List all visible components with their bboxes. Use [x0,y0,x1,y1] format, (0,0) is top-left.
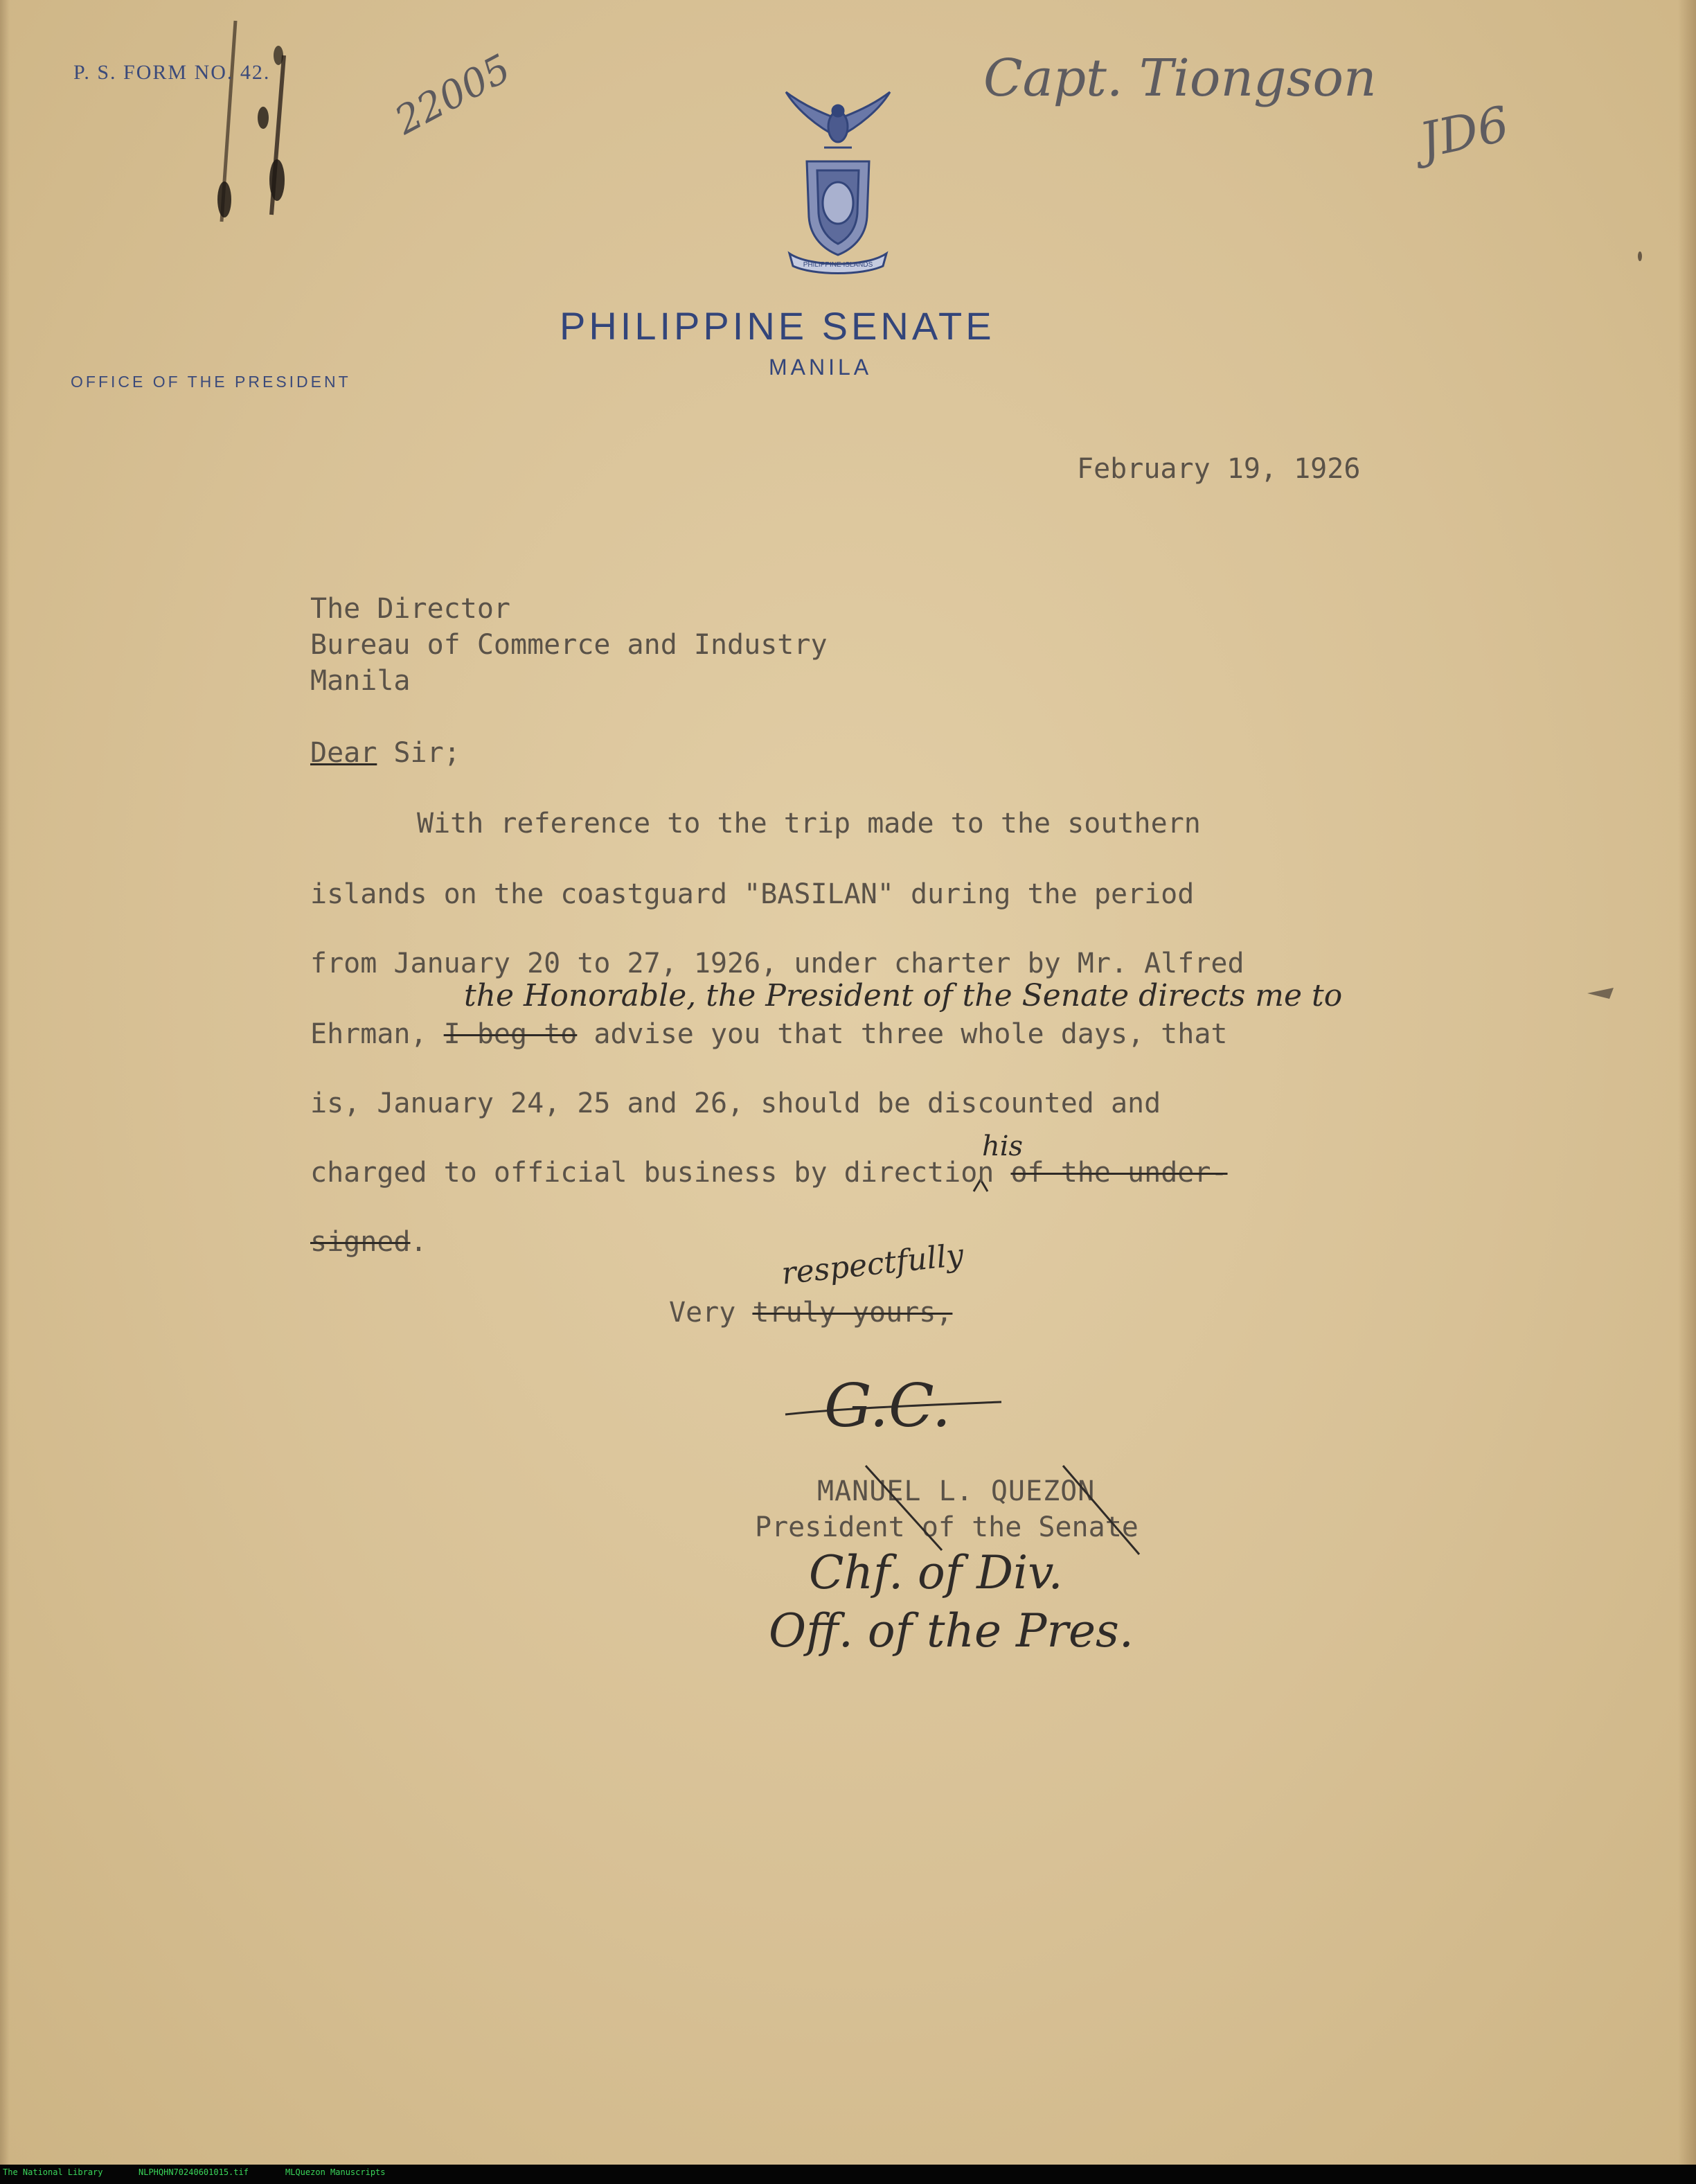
closing-line [669,1297,952,1329]
ink-stain-marks [194,14,305,236]
body-line-6-middle: direction [827,1157,1011,1189]
page-edge-left [0,0,10,2165]
recipient-line-1: The Director [310,593,510,625]
body-line-6-struck: of the under- [1010,1157,1228,1189]
archive-footer [0,2165,1696,2184]
body-line-7 [310,1226,427,1258]
signer-title: President of the Senate [755,1511,1139,1543]
body-line-4 [310,1018,1228,1050]
recipient-line-3: Manila [310,665,411,697]
office-label: OFFICE OF THE PRESIDENT [71,373,351,391]
closing-struck: truly yours, [752,1297,953,1329]
signer-name: MANUEL L. QUEZON [817,1475,1096,1507]
salutation [310,737,461,769]
signature-hand-line-1: Chf. of Div. [809,1546,1063,1599]
footer-file: NLPHQHN70240601015.tif [139,2167,249,2177]
salutation-struck: Dear [310,737,377,769]
body-line-2: islands on the coastguard "BASILAN" during the period [310,878,1195,910]
seal-ribbon-text: PHILIPPINE ISLANDS [803,261,873,269]
annotation-name: Capt. Tiongson [983,48,1377,108]
edge-speck [1636,249,1644,263]
footer-library: The National Library [3,2167,103,2177]
annotation-number: 22005 [388,46,518,144]
footer-collection: MLQuezon Manuscripts [285,2167,386,2177]
body-line-4-start: Ehrman, [310,1018,444,1050]
body-line-6 [310,1157,1228,1189]
body-line-4-struck: I beg to [443,1018,578,1050]
body-line-1: With reference to the trip made to the southern [417,808,1201,840]
letter-date: February 19, 1926 [1077,453,1361,485]
page-edge-right [1678,0,1696,2165]
signature-initials: G.C. [824,1371,952,1441]
closing-insert: respectfully [780,1237,965,1292]
letterhead-title: PHILIPPINE SENATE [560,304,995,348]
salutation-rest: Sir; [377,737,461,769]
edge-mark [1586,984,1616,1002]
senate-seal-icon [776,89,900,276]
body-insert-line-4: the Honorable, the President of the Senate directs me to [464,978,1343,1013]
body-line-6-start: charged to official business by [310,1157,828,1189]
body-line-7-struck: signed [310,1226,411,1258]
form-number: P. S. FORM NO. 42. [73,61,271,84]
body-line-3: from January 20 to 27, 1926, under charter by Mr. Alfred [310,948,1244,979]
closing-very: Very [669,1297,753,1329]
body-line-7-end: . [410,1226,427,1258]
letterhead-city: MANILA [769,355,873,380]
signer-cross-out-marks [859,1462,1150,1559]
recipient-line-2: Bureau of Commerce and Industry [310,629,828,661]
signature-strike-line [783,1399,1004,1420]
signature-hand-line-2: Off. of the Pres. [769,1604,1134,1658]
annotation-initials: JD6 [1414,95,1514,170]
body-line-5: is, January 24, 25 and 26, should be discounted and [310,1087,1161,1119]
body-line-4-end: advise you that three whole days, that [577,1018,1228,1050]
body-insert-line-6: his [982,1130,1024,1162]
